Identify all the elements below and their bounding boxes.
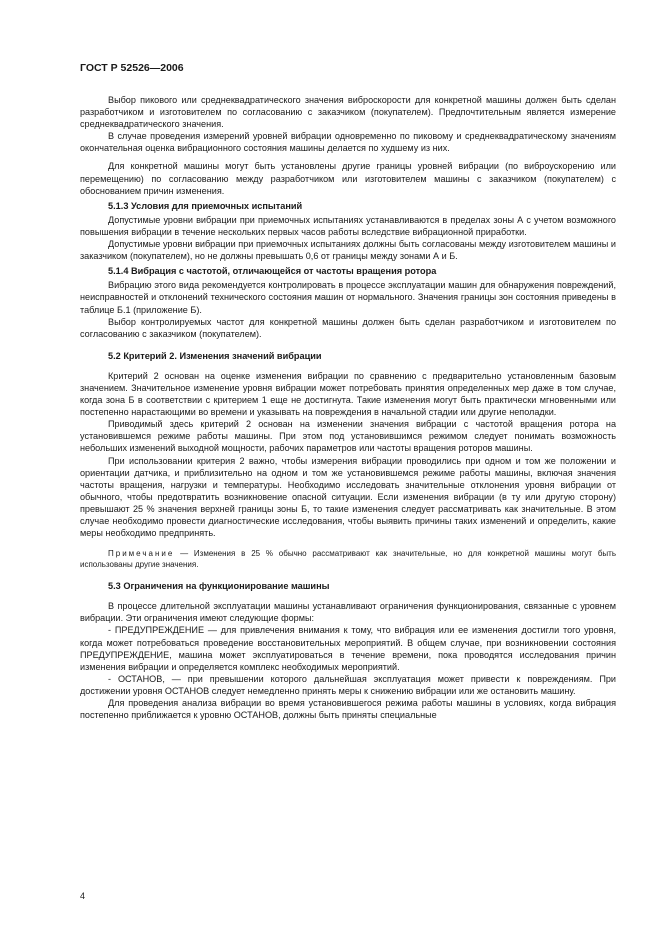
- section-heading-5-2: 5.2 Критерий 2. Изменения значений вибрации: [108, 350, 322, 361]
- paragraph: Критерий 2 основан на оценке изменения вибрации по сравнению с предварительно установленным базовым значением. Значительное изменение уровня вибрации может потребовать принятия определенных мер даже в том случае, когда зона Б в соответствии с критерием 1 еще не достигнута. Такие изменения могут быть практически мгновенными или постепенно нарастающими во времени и указывать на повреждения в начальной стадии или другие неполадки.: [80, 370, 616, 418]
- paragraph: Допустимые уровни вибрации при приемочных испытаниях должны быть согласованы между изготовителем машины и заказчиком (покупателем), но не должны превышать 0,6 от границы между зонами А и Б.: [80, 239, 616, 262]
- paragraph: Приводимый здесь критерий 2 основан на изменении значения вибрации с частотой вращения ротора на установившемся режиме работы машины. При этом под установившимся режимом следует понимать возможность небольших изменений выходной мощности, рабочих параметров или частоты вращения роторов машины.: [80, 419, 616, 454]
- page-number: 4: [80, 891, 86, 901]
- paragraph: При использовании критерия 2 важно, чтобы измерения вибрации проводились при одном и том же положении и ориентации датчика, и приблизительно на одном и том же установившемся режиме работы машины, включая значения частоты вращения, нагрузки и температуры. Необходимо исследовать значительные отклонения уровня вибрации от обычного, чтобы предотвратить возникновение опасной ситуации. Если изменения вибрации (в ту или другую сторону) превышают 25 % значения верхней границы зоны Б, то такие изменения следует рассматривать как значительные. В этом случае необходимо провести диагностические исследования, чтобы выявить причины таких изменений и определить, какие меры необходимо предпринять.: [80, 455, 616, 539]
- section-heading-5-1-4: 5.1.4 Вибрация с частотой, отличающейся от частоты вращения ротора: [108, 266, 437, 277]
- section-heading-5-3: 5.3 Ограничения на функционирование машины: [108, 581, 330, 592]
- paragraph: Выбор контролируемых частот для конкретной машины должен быть сделан разработчиком и изготовителем по согласованию с заказчиком (покупателем).: [80, 316, 616, 339]
- page-header-title: ГОСТ Р 52526—2006: [80, 62, 184, 74]
- page-content: [80, 94, 616, 721]
- paragraph: - ОСТАНОВ, — при превышении которого дальнейшая эксплуатация может привести к повреждениям. При достижении уровня ОСТАНОВ следует немедленно принять меры к снижению вибрации или же остановить машину.: [80, 673, 616, 696]
- paragraph: Для конкретной машины могут быть установлены другие границы уровней вибрации (по виброускорению или перемещению) по согласованию между разработчиком или изготовителем машины с заказчиком (покупателем) с обоснованием причин изменения.: [80, 161, 616, 196]
- paragraph: Выбор пикового или среднеквадратического значения виброскорости для конкретной машины должен быть сделан разработчиком и изготовителем по согласованию с заказчиком (покупателем). Предпочтительным является измерение среднеквадратического значения.: [80, 95, 616, 130]
- paragraph: Вибрацию этого вида рекомендуется контролировать в процессе эксплуатации машин для обнаружения повреждений, неисправностей и отклонений технического состояния машин от нормального. Значения границы зон состояния приведены в таблице Б.1 (приложение Б).: [80, 280, 616, 315]
- paragraph: Для проведения анализа вибрации во время установившегося режима работы машины в условиях, когда вибрация постепенно приближается к уровню ОСТАНОВ, должны быть приняты специальные: [80, 698, 616, 721]
- paragraph: - ПРЕДУПРЕЖДЕНИЕ — для привлечения внимания к тому, что вибрация или ее изменения достигли того уровня, когда может потребоваться проведение восстановительных мероприятий. В общем случае, при возникновении состояния ПРЕДУПРЕЖДЕНИЕ, машина может эксплуатироваться в течение времени, пока проводятся исследования причин изменения вибрации и определяется комплекс необходимых мероприятий.: [80, 625, 616, 672]
- paragraph: В случае проведения измерений уровней вибрации одновременно по пиковому и среднеквадратическому значениям окончательная оценка вибрационного состояния машины делается по худшему из них.: [80, 131, 616, 154]
- note: [80, 548, 616, 570]
- note-text: — Изменения в 25 % обычно рассматривают как значительные, но для конкретной машины могут быть использованы другие значения.: [80, 549, 616, 570]
- paragraph: В процессе длительной эксплуатации машины устанавливают ограничения функционирования, связанные с уровнем вибрации. Эти ограничения имеют следующие формы:: [80, 601, 616, 624]
- paragraph: Допустимые уровни вибрации при приемочных испытаниях устанавливаются в пределах зоны А с учетом возможного повышения вибрации в течение нескольких первых часов работы вследствие вибрационной приработки.: [80, 214, 616, 237]
- section-heading-5-1-3: 5.1.3 Условия для приемочных испытаний: [108, 200, 303, 211]
- note-label: Примечание: [108, 549, 175, 559]
